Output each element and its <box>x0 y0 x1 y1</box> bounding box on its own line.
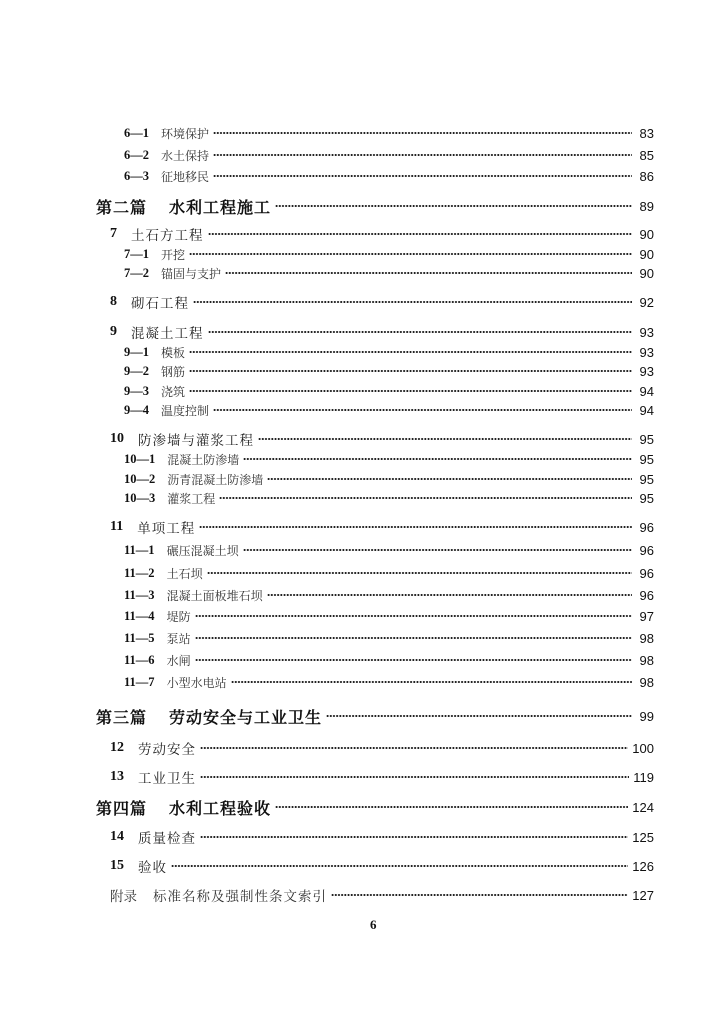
toc-entry-page: 98 <box>639 630 654 646</box>
dot-leader <box>189 350 632 354</box>
toc-entry-number: 7 <box>110 226 117 241</box>
toc-entry-title: 劳动安全 <box>138 742 196 758</box>
toc-entry-title: 堤防 <box>166 609 191 624</box>
toc-entry[interactable] <box>110 738 654 758</box>
toc-entry-page: 85 <box>639 147 654 163</box>
dot-leader <box>199 525 632 529</box>
toc-entry-number: 11—7 <box>124 674 155 689</box>
toc-entry-number: 14 <box>110 829 124 844</box>
toc-entry-page: 90 <box>639 246 654 262</box>
toc-entry-page: 96 <box>639 542 654 558</box>
toc-entry[interactable] <box>124 650 654 670</box>
dot-leader <box>213 153 632 157</box>
toc-entry-number: 第二篇 <box>96 197 148 217</box>
toc-entry[interactable] <box>110 224 654 244</box>
toc-entry-page: 96 <box>639 519 654 535</box>
toc-entry[interactable] <box>124 400 654 420</box>
dot-leader <box>275 204 632 208</box>
toc-entry-page: 93 <box>639 344 654 360</box>
toc-entry-title: 水利工程施工 <box>169 197 272 217</box>
toc-entry-title: 防渗墙与灌浆工程 <box>138 433 254 449</box>
dot-leader <box>208 330 633 334</box>
toc-entry-title: 土石方工程 <box>131 228 204 244</box>
toc-entry-page: 94 <box>639 383 654 399</box>
toc-entry-page: 97 <box>639 608 654 624</box>
dot-leader <box>219 496 632 500</box>
toc-entry-title: 水闸 <box>166 653 191 668</box>
toc-entry-title: 验收 <box>138 860 167 876</box>
dot-leader <box>213 408 632 412</box>
toc-entry-title: 水土保持 <box>161 148 210 163</box>
toc-entry-number: 8 <box>110 294 117 309</box>
dot-leader <box>193 300 632 304</box>
dot-leader <box>258 437 632 441</box>
toc-entry-page: 96 <box>639 587 654 603</box>
toc-entry[interactable] <box>124 628 654 648</box>
toc-entry-title: 小型水电站 <box>166 675 227 690</box>
toc-entry-number: 9—2 <box>124 363 149 378</box>
toc-entry[interactable] <box>110 517 654 537</box>
toc-entry-title: 标准名称及强制性条文索引 <box>153 889 327 905</box>
toc-entry-number: 10—1 <box>124 451 156 466</box>
toc-entry-number: 9 <box>110 324 117 339</box>
dot-leader <box>267 477 632 481</box>
toc-entry-title: 混凝土面板堆石坝 <box>166 588 263 603</box>
toc-entry-title: 钢筋 <box>161 364 186 379</box>
toc-entry-title: 锚固与支护 <box>161 266 222 281</box>
toc-entry[interactable] <box>124 145 654 165</box>
toc-entry-number: 11—4 <box>124 608 155 623</box>
toc-entry-number: 7—1 <box>124 246 149 261</box>
dot-leader <box>231 680 632 684</box>
dot-leader <box>200 746 628 750</box>
toc-entry-number: 11—3 <box>124 587 155 602</box>
dot-leader <box>331 893 628 897</box>
toc-entry-page: 94 <box>639 402 654 418</box>
dot-leader <box>195 614 632 618</box>
toc-entry-page: 95 <box>639 431 654 447</box>
toc-entry-page: 100 <box>632 740 654 756</box>
toc-entry-number: 11—6 <box>124 652 155 667</box>
toc-entry-number: 6—1 <box>124 125 149 140</box>
toc-entry-title: 环境保护 <box>161 126 210 141</box>
toc-entry-page: 90 <box>639 226 654 242</box>
dot-leader <box>200 775 629 779</box>
toc-entry-page: 95 <box>639 490 654 506</box>
toc-entry-title: 浇筑 <box>161 384 186 399</box>
toc-entry-page: 124 <box>632 799 654 815</box>
toc-entry-number: 9—3 <box>124 383 149 398</box>
toc-entry[interactable] <box>124 585 654 605</box>
toc-entry[interactable] <box>110 856 654 876</box>
dot-leader <box>189 252 632 256</box>
toc-entry[interactable] <box>124 672 654 692</box>
toc-entry-number: 11—5 <box>124 630 155 645</box>
dot-leader <box>243 457 632 461</box>
toc-entry-title: 混凝土工程 <box>131 326 204 342</box>
page-number: 6 <box>370 917 377 932</box>
toc-entry-number: 第四篇 <box>96 798 148 818</box>
toc-entry[interactable] <box>124 166 654 186</box>
dot-leader <box>207 571 632 575</box>
toc-entry[interactable] <box>124 469 654 489</box>
dot-leader <box>200 835 628 839</box>
toc-entry-number: 11 <box>110 519 124 534</box>
dot-leader <box>275 805 628 809</box>
toc-entry-page: 92 <box>639 294 654 310</box>
toc-entry-number: 第三篇 <box>96 707 148 727</box>
toc-entry-title: 温度控制 <box>161 403 210 418</box>
dot-leader <box>189 389 632 393</box>
toc-entry-number: 10 <box>110 431 124 446</box>
toc-entry-title: 征地移民 <box>161 169 210 184</box>
toc-entry-title: 开挖 <box>161 247 186 262</box>
toc-entry[interactable] <box>96 706 654 726</box>
toc-entry-page: 89 <box>639 198 654 214</box>
toc-entry-number: 10—2 <box>124 471 156 486</box>
toc-entry-page: 98 <box>639 674 654 690</box>
toc-entry-page: 93 <box>639 363 654 379</box>
toc-entry-number: 9—4 <box>124 402 149 417</box>
toc-entry-title: 碾压混凝土坝 <box>166 543 239 558</box>
toc-entry-page: 119 <box>633 769 654 785</box>
toc-entry-page: 95 <box>639 451 654 467</box>
toc-entry-title: 模板 <box>161 345 186 360</box>
dot-leader <box>213 174 632 178</box>
toc-entry[interactable] <box>110 767 654 787</box>
toc-entry-number: 6—2 <box>124 147 149 162</box>
toc-entry[interactable] <box>124 540 654 560</box>
toc-entry[interactable] <box>124 449 654 469</box>
toc-entry[interactable] <box>124 563 654 583</box>
toc-entry-title: 混凝土防渗墙 <box>167 452 240 467</box>
toc-entry[interactable] <box>124 361 654 381</box>
dot-leader <box>243 548 632 552</box>
toc-entry-number: 11—1 <box>124 542 155 557</box>
toc-entry-page: 83 <box>639 125 654 141</box>
toc-entry[interactable] <box>110 429 654 449</box>
toc-entry[interactable] <box>110 885 654 905</box>
toc-entry-page: 95 <box>639 471 654 487</box>
toc-entry-page: 98 <box>639 652 654 668</box>
toc-entry-title: 沥青混凝土防渗墙 <box>167 472 264 487</box>
toc-entry-page: 127 <box>632 887 654 903</box>
toc-entry-number: 10—3 <box>124 490 156 505</box>
toc-entry-page: 125 <box>632 829 654 845</box>
toc-entry-title: 质量检查 <box>138 831 196 847</box>
toc-entry-page: 90 <box>639 265 654 281</box>
toc-entry-number: 11—2 <box>124 565 155 580</box>
dot-leader <box>225 271 632 275</box>
dot-leader <box>195 636 632 640</box>
toc-entry-number: 15 <box>110 858 124 873</box>
toc-entry-title: 工业卫生 <box>138 771 196 787</box>
toc-entry-title: 土石坝 <box>166 566 203 581</box>
dot-leader <box>213 131 632 135</box>
toc-entry-title: 灌浆工程 <box>167 491 216 506</box>
toc-entry[interactable] <box>124 123 654 143</box>
dot-leader <box>171 864 628 868</box>
toc-entry-title: 水利工程验收 <box>169 798 272 818</box>
toc-entry-title: 泵站 <box>166 631 191 646</box>
toc-entry-page: 99 <box>639 708 654 724</box>
toc-entry-page: 96 <box>639 565 654 581</box>
toc-entry-number: 附录 <box>110 889 137 905</box>
toc-entry-title: 砌石工程 <box>131 296 189 312</box>
toc-entry[interactable] <box>110 292 654 312</box>
toc-entry-page: 93 <box>639 324 654 340</box>
dot-leader <box>267 593 632 597</box>
toc-entry[interactable] <box>110 322 654 342</box>
toc-entry-number: 6—3 <box>124 168 149 183</box>
toc-entry[interactable] <box>124 244 654 264</box>
toc-entry[interactable] <box>124 381 654 401</box>
toc-entry[interactable] <box>124 488 654 508</box>
toc-entry[interactable] <box>96 196 654 216</box>
dot-leader <box>189 369 632 373</box>
toc-entry-page: 126 <box>632 858 654 874</box>
toc-entry-title: 单项工程 <box>137 521 196 537</box>
toc-entry[interactable] <box>124 263 654 283</box>
dot-leader <box>195 658 632 662</box>
dot-leader <box>208 232 633 236</box>
toc-entry-number: 13 <box>110 769 124 784</box>
toc-entry[interactable] <box>124 606 654 626</box>
toc-entry-page: 86 <box>639 168 654 184</box>
toc-entry-title: 劳动安全与工业卫生 <box>169 707 323 727</box>
toc-entry[interactable] <box>110 827 654 847</box>
toc-entry[interactable] <box>124 342 654 362</box>
toc-entry[interactable] <box>96 797 654 817</box>
toc-entry-number: 9—1 <box>124 344 149 359</box>
toc-entry-number: 7—2 <box>124 265 149 280</box>
toc-entry-number: 12 <box>110 740 124 755</box>
dot-leader <box>326 714 632 718</box>
